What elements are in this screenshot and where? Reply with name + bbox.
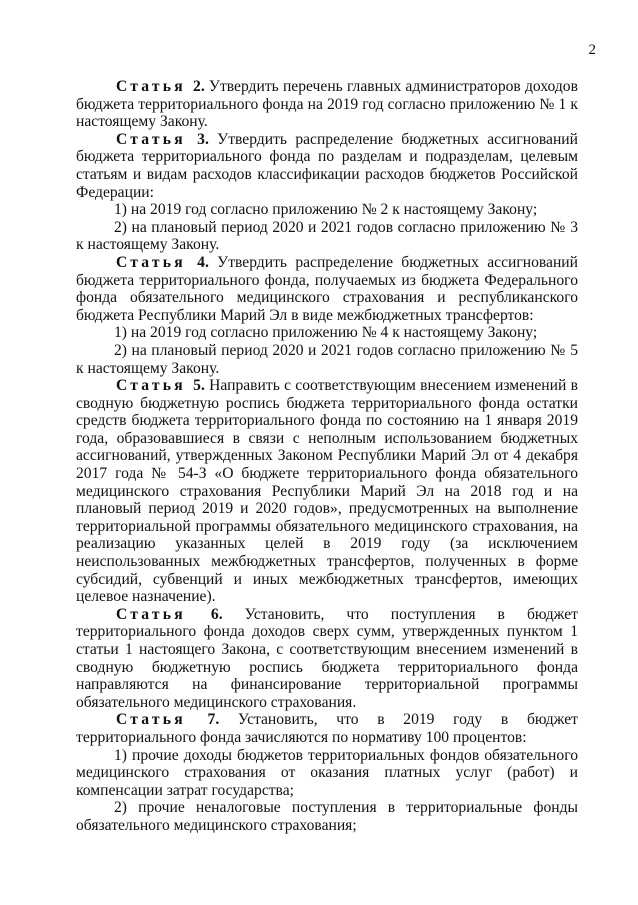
article-6: [76, 606, 578, 712]
article-paragraph: [76, 254, 578, 324]
article-text: Утвердить перечень главных администраторов доходов бюджета территориального фонда на 2019 год согласно приложению № 1 к настоящему Закону.: [76, 78, 578, 131]
article-paragraph: [76, 78, 578, 131]
list-item: 2) на плановый период 2020 и 2021 годов согласно приложению № 5 к настоящему Закону.: [76, 341, 578, 377]
article-paragraph: [76, 377, 578, 606]
article-text: Направить с соответствующим внесением изменений в сводную бюджетную роспись бюджета территориального фонда остатки средств бюджета территориального фонда по состоянию на 1 января 2019 года, образовавшиеся в связи с неполным использованием бюджетных ассигнований, утвержденных Законом Республики Марий Эл от 4 декабря 2017 года № 54-З «О бюджете территориального фонда обязательного медицинского страхования Республики Марий Эл на 2018 год и на плановый период 2019 и 2020 годов», предусмотренных на выполнение территориальной программы обязательного медицинского страхования, на реализацию указанных целей в 2019 году (за исключением неиспользованных межбюджетных трансфертов, полученных в форме субсидий, субвенций и иных межбюджетных трансфертов, имеющих целевое назначение).: [76, 377, 578, 606]
list-item: 1) на 2019 год согласно приложению № 2 к настоящему Закону;: [114, 201, 538, 219]
article-number: 2.: [193, 78, 205, 95]
list-item: 2) прочие неналоговые поступления в территориальные фонды обязательного медицинского страхования;: [76, 799, 578, 834]
article-2: [76, 78, 578, 131]
article-label: Статья: [116, 130, 186, 148]
list-item: 1) прочие доходы бюджетов территориальных фондов обязательного медицинского страхования от оказания платных услуг (работ) и компенсации затрат государства;: [76, 746, 578, 799]
article-paragraph: [76, 711, 578, 746]
article-7: [76, 711, 578, 834]
article-number: 6.: [210, 605, 223, 623]
article-text: Утвердить распределение бюджетных ассигнований бюджета территориального фонда, получаемых из бюджета Федерального фонда обязательного медицинского страхования и республиканского бюджета Республики Марий Эл в виде межбюджетных трансфертов:: [76, 253, 578, 324]
article-paragraph: [76, 606, 578, 712]
list-item: 1) на 2019 год согласно приложению № 4 к настоящему Закону;: [114, 324, 538, 342]
article-number: 5.: [193, 377, 205, 395]
article-label: Статья: [116, 78, 186, 95]
article-label: Статья: [116, 377, 186, 395]
list-item: 2) на плановый период 2020 и 2021 годов согласно приложению № 3 к настоящему Закону.: [76, 218, 578, 254]
article-text: Установить, что в 2019 году в бюджет территориального фонда зачисляются по нормативу 100 процентов:: [76, 711, 578, 746]
article-number: 4.: [197, 253, 209, 271]
article-5: [76, 377, 578, 606]
article-text: Установить, что поступления в бюджет территориального фонда доходов сверх сумм, утвержденных пунктом 1 статьи 1 настоящего Закона, с соответствующим внесением изменений в сводную бюджетную роспись бюджета территориального фонда направляются на финансирование территориальной программы обязательного медицинского страхования.: [76, 605, 578, 711]
document-body: [76, 78, 578, 835]
article-label: Статья: [116, 711, 186, 729]
article-text: Утвердить распределение бюджетных ассигнований бюджета территориального фонда по разделам и подразделам, целевым статьям и видам расходов классификации расходов бюджетов Российской Федерации:: [76, 130, 578, 201]
article-4: [76, 254, 578, 377]
article-number: 7.: [207, 711, 220, 729]
page-number: 2: [588, 42, 596, 58]
article-paragraph: [76, 131, 578, 201]
article-3: [76, 131, 578, 254]
article-label: Статья: [116, 253, 186, 271]
article-label: Статья: [116, 605, 186, 623]
article-number: 3.: [197, 130, 209, 148]
